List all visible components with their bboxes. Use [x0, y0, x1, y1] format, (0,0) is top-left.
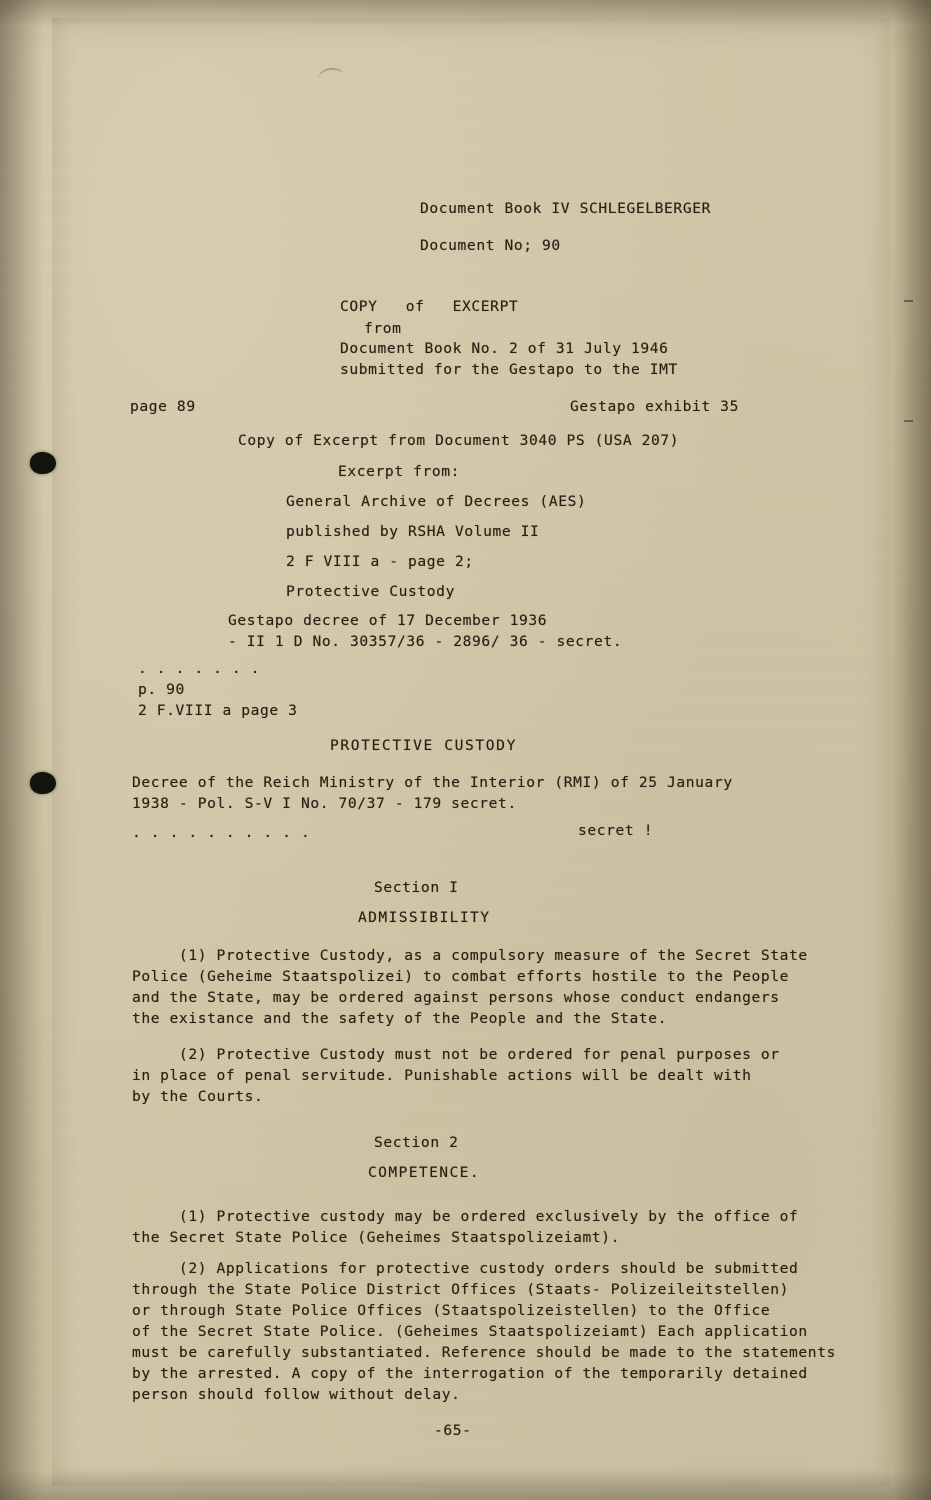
page-ref-line-2: 2 F.VIII a page 3 [138, 702, 298, 719]
excerpt-line-6: Protective Custody [286, 583, 455, 600]
section-1-para-2-line-3: by the Courts. [132, 1088, 264, 1105]
secret-marking: secret ! [578, 822, 654, 839]
section-2-para-2-line-1: (2) Applications for protective custody orders should be submitted [132, 1260, 799, 1277]
excerpt-line-2: Excerpt from: [338, 463, 461, 480]
section-1-para-2-line-2: in place of penal servitude. Punishable actions will be dealt with [132, 1067, 752, 1084]
excerpt-line-5: 2 F VIII a - page 2; [286, 553, 474, 570]
section-2-para-2-line-5: must be carefully substantiated. Reference should be made to the statements [132, 1344, 836, 1361]
protective-custody-heading: PROTECTIVE CUSTODY [330, 737, 517, 754]
section-2-para-2-line-6: by the arrested. A copy of the interrogation of the temporarily detained [132, 1365, 808, 1382]
ellipsis-separator-1: . . . . . . . [138, 660, 261, 677]
section-1-para-1-line-4: the existance and the safety of the People and the State. [132, 1010, 668, 1027]
rmi-decree-line-1: Decree of the Reich Ministry of the Interior (RMI) of 25 January [132, 774, 733, 791]
section-1-subheading: ADMISSIBILITY [358, 909, 491, 926]
section-2-para-1-line-2: the Secret State Police (Geheimes Staatspolizeiamt). [132, 1229, 621, 1246]
document-book-title: Document Book IV SCHLEGELBERGER [420, 200, 711, 217]
section-1-heading: Section I [374, 879, 459, 896]
gestapo-decree-line-2: - II 1 D No. 30357/36 - 2896/ 36 - secret. [228, 633, 623, 650]
excerpt-line-1: Copy of Excerpt from Document 3040 PS (USA 207) [238, 432, 680, 449]
document-number: Document No; 90 [420, 237, 561, 254]
section-2-para-2-line-7: person should follow without delay. [132, 1386, 461, 1403]
section-2-para-1-line-1: (1) Protective custody may be ordered exclusively by the office of [132, 1208, 799, 1225]
section-2-para-2-line-3: or through State Police Offices (Staatspolizeistellen) to the Office [132, 1302, 771, 1319]
section-1-para-1-line-2: Police (Geheime Staatspolizei) to combat efforts hostile to the People [132, 968, 790, 985]
page-ref-line-1: p. 90 [138, 681, 185, 698]
gestapo-decree-line-1: Gestapo decree of 17 December 1936 [228, 612, 548, 629]
copy-excerpt-line-3: Document Book No. 2 of 31 July 1946 [340, 340, 669, 357]
section-2-para-2-line-4: of the Secret State Police. (Geheimes Staatspolizeiamt) Each application [132, 1323, 808, 1340]
page-marker: page 89 [130, 398, 196, 415]
section-1-para-1-line-1: (1) Protective Custody, as a compulsory measure of the Secret State [132, 947, 808, 964]
copy-excerpt-line-4: submitted for the Gestapo to the IMT [340, 361, 678, 378]
excerpt-line-4: published by RSHA Volume II [286, 523, 540, 540]
section-2-heading: Section 2 [374, 1134, 459, 1151]
section-1-para-1-line-3: and the State, may be ordered against persons whose conduct endangers [132, 989, 780, 1006]
exhibit-marker: Gestapo exhibit 35 [570, 398, 739, 415]
section-2-para-2-line-2: through the State Police District Offices (Staats- Polizeileitstellen) [132, 1281, 790, 1298]
section-1-para-2-line-1: (2) Protective Custody must not be ordered for penal purposes or [132, 1046, 780, 1063]
excerpt-line-3: General Archive of Decrees (AES) [286, 493, 587, 510]
rmi-decree-line-2: 1938 - Pol. S-V I No. 70/37 - 179 secret. [132, 795, 517, 812]
page-number-footer: -65- [434, 1422, 472, 1439]
section-2-subheading: COMPETENCE. [368, 1164, 481, 1181]
copy-excerpt-line-2: from [364, 320, 402, 337]
copy-excerpt-line-1: COPY of EXCERPT [340, 298, 519, 315]
ellipsis-separator-2: . . . . . . . . . . [132, 824, 311, 841]
